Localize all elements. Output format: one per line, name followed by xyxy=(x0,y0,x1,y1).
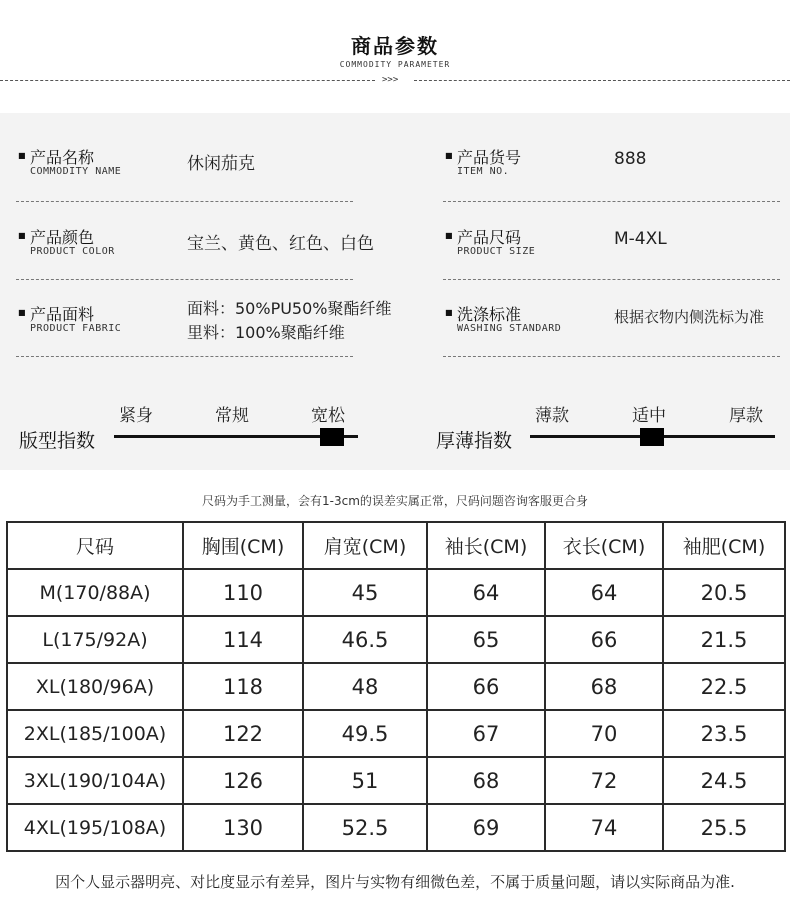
param-value: 888 xyxy=(614,149,647,169)
row-divider xyxy=(16,201,353,202)
table-cell: 67 xyxy=(427,710,545,757)
fit-label-loose: 宽松 xyxy=(311,406,345,426)
table-header-row xyxy=(7,522,785,569)
row-divider xyxy=(16,356,353,357)
table-cell: 65 xyxy=(427,616,545,663)
table-cell: 64 xyxy=(545,569,663,616)
param-value: 面料：50%PU50%聚酯纤维 xyxy=(187,299,392,318)
header-divider-right xyxy=(414,80,790,81)
header-divider-left xyxy=(0,80,375,81)
row-divider xyxy=(443,279,780,280)
thickness-label-thick: 厚款 xyxy=(729,406,763,426)
thickness-label-thin: 薄款 xyxy=(535,406,569,426)
param-label-en: WASHING STANDARD xyxy=(457,323,562,334)
table-cell: 74 xyxy=(545,804,663,851)
table-row xyxy=(7,616,785,663)
table-cell: 68 xyxy=(545,663,663,710)
table-cell: 68 xyxy=(427,757,545,804)
table-cell: 130 xyxy=(183,804,303,851)
param-value-secondary: 里料：100%聚酯纤维 xyxy=(187,323,345,342)
column-header: 衣长(CM) xyxy=(545,522,663,569)
table-cell: 22.5 xyxy=(663,663,785,710)
column-header: 胸围(CM) xyxy=(183,522,303,569)
table-cell: 25.5 xyxy=(663,804,785,851)
table-cell: 3XL(190/104A) xyxy=(7,757,183,804)
table-cell: 70 xyxy=(545,710,663,757)
param-value: 根据衣物内侧洗标为准 xyxy=(614,308,765,326)
row-divider xyxy=(443,356,780,357)
table-cell: 4XL(195/108A) xyxy=(7,804,183,851)
row-divider xyxy=(443,201,780,202)
column-header: 尺码 xyxy=(7,522,183,569)
param-label-en: PRODUCT FABRIC xyxy=(30,323,122,334)
page-header xyxy=(0,0,790,113)
table-cell: 2XL(185/100A) xyxy=(7,710,183,757)
row-divider xyxy=(16,279,353,280)
param-label-en: PRODUCT SIZE xyxy=(457,246,536,257)
table-cell: 118 xyxy=(183,663,303,710)
table-row xyxy=(7,757,785,804)
table-cell: 69 xyxy=(427,804,545,851)
column-header: 肩宽(CM) xyxy=(303,522,427,569)
table-cell: 51 xyxy=(303,757,427,804)
fit-label-tight: 紧身 xyxy=(119,406,153,426)
table-cell: 20.5 xyxy=(663,569,785,616)
param-label-zh: ■ 产品名称 xyxy=(30,145,94,168)
thickness-index-marker xyxy=(640,428,664,446)
table-cell: 126 xyxy=(183,757,303,804)
param-label-en: ITEM NO. xyxy=(457,166,510,177)
table-cell: 114 xyxy=(183,616,303,663)
table-cell: 49.5 xyxy=(303,710,427,757)
table-cell: 66 xyxy=(545,616,663,663)
table-cell: 46.5 xyxy=(303,616,427,663)
table-cell: 122 xyxy=(183,710,303,757)
page-subtitle: COMMODITY PARAMETER xyxy=(339,60,451,69)
table-cell: XL(180/96A) xyxy=(7,663,183,710)
param-value: 宝兰、黄色、红色、白色 xyxy=(187,234,374,254)
table-cell: 45 xyxy=(303,569,427,616)
column-header: 袖长(CM) xyxy=(427,522,545,569)
param-label-zh: ■ 产品货号 xyxy=(457,145,521,168)
param-value: M-4XL xyxy=(614,229,667,249)
param-label-zh: ■ 洗涤标准 xyxy=(457,302,521,325)
table-cell: 110 xyxy=(183,569,303,616)
params-panel xyxy=(0,113,790,470)
param-label-en: PRODUCT COLOR xyxy=(30,246,115,257)
table-row xyxy=(7,569,785,616)
measurement-note: 尺码为手工测量，会有1-3cm的误差实属正常，尺码问题咨询客服更合身 xyxy=(202,494,588,508)
table-cell: 48 xyxy=(303,663,427,710)
fit-label-regular: 常规 xyxy=(215,406,249,426)
fit-index-marker xyxy=(320,428,344,446)
table-row xyxy=(7,804,785,851)
arrows-glyph: >>> xyxy=(382,75,399,85)
table-cell: M(170/88A) xyxy=(7,569,183,616)
column-header: 袖肥(CM) xyxy=(663,522,785,569)
table-cell: 23.5 xyxy=(663,710,785,757)
param-label-zh: ■ 产品面料 xyxy=(30,302,94,325)
table-row xyxy=(7,663,785,710)
color-disclaimer: 因个人显示器明亮、对比度显示有差异，图片与实物有细微色差，不属于质量问题，请以实际商品为准. xyxy=(55,873,735,891)
param-label-en: COMMODITY NAME xyxy=(30,166,122,177)
table-cell: 72 xyxy=(545,757,663,804)
table-cell: L(175/92A) xyxy=(7,616,183,663)
table-cell: 64 xyxy=(427,569,545,616)
param-label-zh: ■ 产品颜色 xyxy=(30,225,94,248)
thickness-index-title: 厚薄指数 xyxy=(436,430,513,452)
size-table xyxy=(6,521,786,852)
table-row xyxy=(7,710,785,757)
table-cell: 66 xyxy=(427,663,545,710)
fit-index-title: 版型指数 xyxy=(19,430,96,452)
param-label-zh: ■ 产品尺码 xyxy=(457,225,521,248)
table-cell: 52.5 xyxy=(303,804,427,851)
table-cell: 24.5 xyxy=(663,757,785,804)
thickness-label-medium: 适中 xyxy=(632,406,666,426)
table-cell: 21.5 xyxy=(663,616,785,663)
page-title: 商品参数 xyxy=(351,34,439,58)
param-value: 休闲茄克 xyxy=(187,154,255,174)
